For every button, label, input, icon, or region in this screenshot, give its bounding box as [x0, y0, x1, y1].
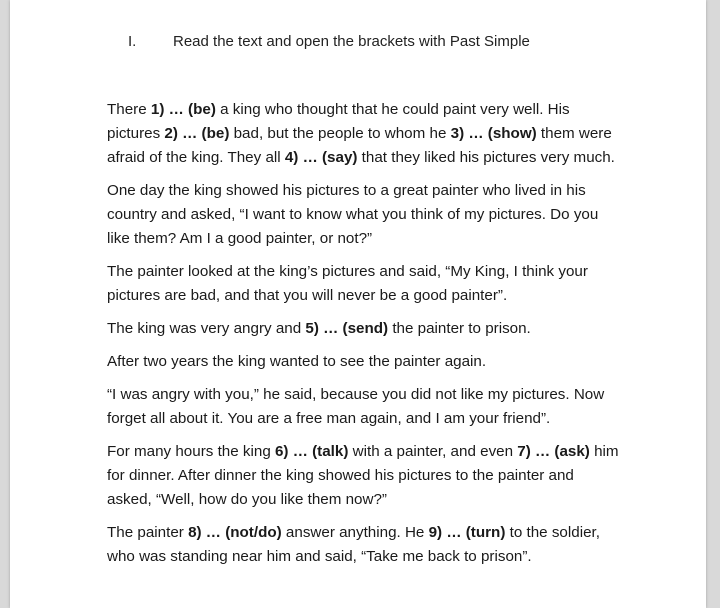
text-paragraph	[107, 98, 687, 170]
text-paragraph	[107, 383, 687, 431]
text-paragraph	[107, 440, 687, 512]
task-heading	[128, 33, 530, 50]
text-segment: country and asked, “I want to know what you think of my pictures. Do you	[107, 206, 599, 223]
text-line	[107, 464, 687, 488]
text-paragraph	[107, 521, 687, 569]
text-paragraph	[107, 350, 687, 374]
text-line	[107, 521, 687, 545]
text-line	[107, 179, 687, 203]
gap-prompt: 1) … (be)	[150, 101, 216, 118]
exercise-text	[107, 98, 687, 578]
text-line	[107, 407, 687, 431]
text-segment: There	[107, 101, 151, 118]
gap-prompt: 2) … (be)	[164, 125, 230, 142]
text-segment: The painter looked at the king’s pictures and said, “My King, I think your	[107, 263, 588, 280]
text-line	[107, 440, 687, 464]
text-line	[107, 260, 687, 284]
text-segment: The painter	[107, 524, 189, 541]
text-line	[107, 383, 687, 407]
text-segment: “I was angry with you,” he said, because you did not like my pictures. Now	[107, 386, 605, 403]
gap-prompt: 4) … (say)	[284, 149, 358, 166]
text-paragraph	[107, 317, 687, 341]
text-line	[107, 122, 687, 146]
gap-prompt: 3) … (show)	[450, 125, 537, 142]
text-segment: For many hours the king	[107, 443, 275, 460]
text-segment: a king who thought that he could paint very well. His	[215, 101, 570, 118]
text-segment: forget all about it. You are a free man again, and I am your friend”.	[107, 410, 551, 427]
text-segment: that they liked his pictures very much.	[357, 149, 615, 166]
gap-prompt: 5) … (send)	[305, 320, 389, 337]
text-segment: like them? Am I a good painter, or not?”	[107, 230, 373, 247]
gap-prompt: 9) … (turn)	[428, 524, 506, 541]
text-paragraph	[107, 260, 687, 308]
text-segment: to the soldier,	[505, 524, 600, 541]
text-line	[107, 203, 687, 227]
text-segment: bad, but the people to whom he	[229, 125, 451, 142]
text-segment: afraid of the king. They all	[107, 149, 285, 166]
gap-prompt: 8) … (not/do)	[188, 524, 282, 541]
text-segment: them were	[536, 125, 612, 142]
text-segment: The king was very angry and	[107, 320, 306, 337]
text-segment: After two years the king wanted to see the painter again.	[107, 353, 487, 370]
task-number: I.	[128, 33, 137, 50]
text-line	[107, 350, 687, 374]
text-line	[107, 98, 687, 122]
text-segment: asked, “Well, how do you like them now?”	[107, 491, 387, 508]
text-line	[107, 146, 687, 170]
text-segment: pictures	[107, 125, 165, 142]
text-line	[107, 284, 687, 308]
gap-prompt: 6) … (talk)	[274, 443, 349, 460]
text-segment: the painter to prison.	[388, 320, 531, 337]
document-page	[10, 0, 706, 608]
task-instruction: Read the text and open the brackets with Past Simple	[173, 33, 530, 50]
text-segment: One day the king showed his pictures to a great painter who lived in his	[107, 182, 586, 199]
text-line	[107, 317, 687, 341]
text-segment: answer anything. He	[281, 524, 429, 541]
text-line	[107, 488, 687, 512]
gap-prompt: 7) … (ask)	[517, 443, 590, 460]
text-paragraph	[107, 179, 687, 251]
text-line	[107, 227, 687, 251]
text-segment: pictures are bad, and that you will never be a good painter”.	[107, 287, 508, 304]
text-segment: who was standing near him and said, “Take me back to prison”.	[107, 548, 532, 565]
text-segment: with a painter, and even	[348, 443, 518, 460]
text-segment: him	[589, 443, 619, 460]
text-segment: for dinner. After dinner the king showed his pictures to the painter and	[107, 467, 574, 484]
text-line	[107, 545, 687, 569]
